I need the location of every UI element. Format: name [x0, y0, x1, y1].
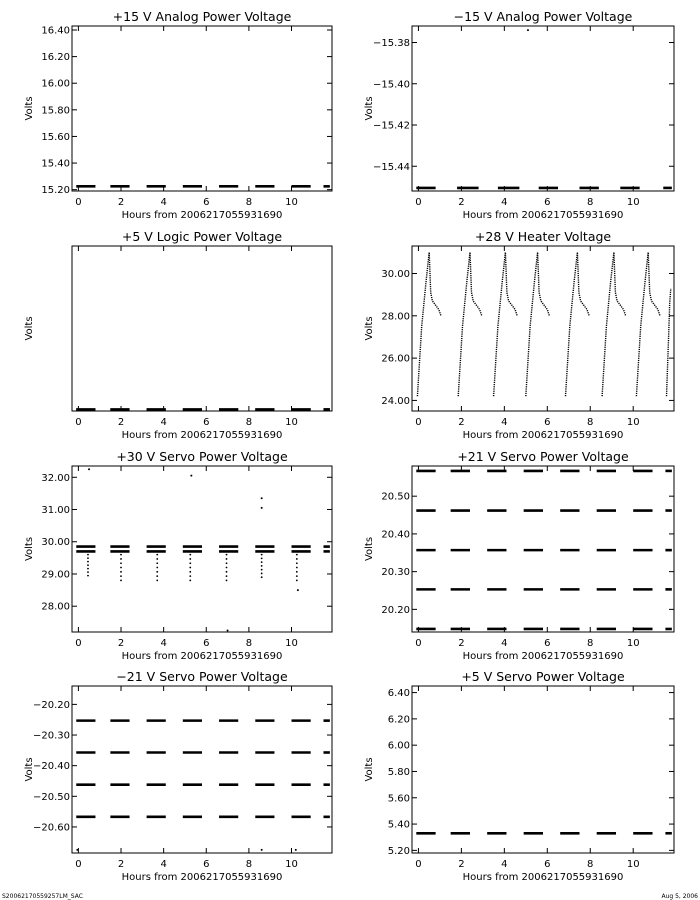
- x-tick-label: 6: [203, 197, 210, 208]
- y-tick-label: 6.00: [387, 740, 410, 752]
- data-point: [261, 507, 263, 509]
- x-axis-label: Hours from 2006217055931690: [121, 651, 283, 662]
- x-axis-label: Hours from 2006217055931690: [121, 430, 283, 441]
- data-point: [156, 575, 158, 577]
- plot-frame: [72, 246, 332, 411]
- y-tick-label: −15.38: [372, 38, 410, 49]
- y-tick-label: 15.20: [41, 185, 70, 197]
- x-tick-label: 8: [245, 417, 253, 428]
- data-point: [189, 571, 191, 573]
- data-point: [261, 576, 263, 578]
- y-tick-label: 30.00: [381, 269, 410, 280]
- x-tick-label: 6: [203, 638, 210, 649]
- data-point: [261, 569, 263, 571]
- data-point: [296, 558, 298, 560]
- y-tick-label: 15.80: [41, 105, 70, 117]
- chart-panel-8: [364, 669, 674, 883]
- data-point: [296, 575, 298, 577]
- series-line: [494, 252, 518, 396]
- data-point: [296, 567, 298, 569]
- x-tick-label: 0: [75, 638, 82, 649]
- y-tick-label: 26.00: [381, 353, 410, 365]
- data-point: [226, 562, 228, 564]
- data-point: [226, 571, 228, 573]
- data-point: [189, 580, 191, 582]
- x-tick-label: 10: [626, 638, 640, 649]
- data-point: [156, 567, 158, 569]
- footer-right-label: Aug 5, 2006: [661, 893, 698, 900]
- y-tick-label: 32.00: [41, 472, 70, 484]
- data-point: [296, 580, 298, 582]
- x-tick-label: 4: [501, 859, 508, 870]
- x-tick-label: 10: [285, 197, 298, 208]
- data-point: [226, 567, 228, 569]
- x-tick-label: 10: [626, 859, 640, 870]
- data-point: [296, 562, 298, 564]
- y-axis-label: Volts: [24, 757, 35, 782]
- y-tick-label: 20.40: [381, 529, 410, 541]
- data-point: [120, 554, 122, 556]
- y-axis-label: Volts: [24, 96, 35, 121]
- data-point: [76, 849, 78, 851]
- data-point: [88, 468, 90, 470]
- x-tick-label: 0: [415, 197, 422, 208]
- data-point: [226, 558, 228, 560]
- y-tick-label: 29.00: [41, 569, 70, 581]
- x-tick-label: 2: [117, 197, 125, 208]
- x-tick-label: 2: [117, 859, 125, 870]
- footer-left-label: S20062170559257LM_SAC: [2, 893, 83, 900]
- x-tick-label: 10: [626, 417, 640, 428]
- x-tick-label: 0: [75, 859, 82, 870]
- x-axis-label: Hours from 2006217055931690: [462, 651, 624, 662]
- data-point: [87, 561, 89, 563]
- y-tick-label: −15.40: [372, 79, 410, 91]
- chart-panel-4: [364, 229, 674, 441]
- chart-title: +30 V Servo Power Voltage: [116, 449, 288, 464]
- x-tick-label: 2: [458, 638, 465, 649]
- data-point: [261, 565, 263, 567]
- data-point: [190, 475, 192, 477]
- y-tick-label: 5.80: [387, 766, 410, 778]
- data-point: [227, 630, 229, 632]
- y-tick-label: 20.50: [381, 491, 410, 503]
- data-point: [189, 558, 191, 560]
- data-point: [261, 409, 263, 411]
- chart-title: +28 V Heater Voltage: [474, 229, 612, 244]
- y-tick-label: 15.40: [41, 158, 70, 170]
- plot-frame: [72, 686, 332, 853]
- y-tick-label: 31.00: [41, 505, 70, 517]
- data-point: [189, 567, 191, 569]
- data-point: [189, 554, 191, 556]
- data-point: [156, 558, 158, 560]
- data-point: [295, 849, 297, 851]
- y-tick-label: 15.60: [41, 131, 70, 143]
- data-point: [87, 554, 89, 556]
- y-axis-label: Volts: [364, 757, 375, 782]
- x-tick-label: 6: [544, 859, 551, 870]
- chart-title: +15 V Analog Power Voltage: [112, 9, 292, 24]
- data-point: [120, 571, 122, 573]
- series-line: [526, 252, 550, 396]
- data-point: [120, 558, 122, 560]
- x-tick-label: 4: [160, 638, 167, 649]
- series-line: [636, 252, 660, 396]
- data-point: [118, 409, 120, 411]
- y-tick-label: −20.30: [32, 730, 70, 742]
- series-line: [458, 252, 482, 396]
- data-point: [261, 497, 263, 499]
- y-tick-label: 5.20: [387, 845, 410, 857]
- data-point: [120, 567, 122, 569]
- x-tick-label: 6: [544, 417, 551, 428]
- data-point: [156, 571, 158, 573]
- x-tick-label: 2: [458, 859, 465, 870]
- y-tick-label: −20.40: [32, 761, 70, 773]
- y-tick-label: 16.40: [41, 25, 70, 37]
- x-axis-label: Hours from 2006217055931690: [121, 210, 283, 221]
- data-point: [226, 554, 228, 556]
- data-point: [261, 561, 263, 563]
- x-tick-label: 4: [501, 638, 508, 649]
- data-point: [87, 568, 89, 570]
- x-tick-label: 0: [415, 859, 422, 870]
- data-point: [226, 575, 228, 577]
- data-point: [261, 558, 263, 560]
- y-tick-label: 16.00: [41, 78, 70, 90]
- plot-frame: [72, 26, 332, 191]
- x-tick-label: 8: [587, 638, 594, 649]
- data-point: [189, 562, 191, 564]
- chart-title: −21 V Servo Power Voltage: [116, 669, 288, 684]
- x-tick-label: 10: [285, 638, 298, 649]
- x-tick-label: 0: [415, 417, 422, 428]
- data-point: [261, 573, 263, 575]
- y-axis-label: Volts: [24, 316, 35, 341]
- x-tick-label: 10: [285, 859, 298, 870]
- x-tick-label: 2: [458, 417, 465, 428]
- x-tick-label: 2: [117, 638, 125, 649]
- chart-title: −15 V Analog Power Voltage: [453, 9, 633, 24]
- x-tick-label: 8: [587, 417, 594, 428]
- data-point: [156, 554, 158, 556]
- chart-panel-6: [364, 449, 674, 662]
- data-point: [154, 409, 156, 411]
- data-point: [527, 29, 529, 31]
- data-point: [297, 589, 299, 591]
- x-tick-label: 8: [245, 859, 253, 870]
- data-point: [87, 575, 89, 577]
- x-axis-label: Hours from 2006217055931690: [462, 210, 624, 221]
- x-axis-label: Hours from 2006217055931690: [121, 872, 283, 883]
- y-tick-label: −15.42: [372, 120, 410, 132]
- series-line: [602, 252, 626, 396]
- y-axis-label: Volts: [364, 96, 375, 121]
- x-tick-label: 8: [587, 859, 594, 870]
- data-point: [325, 409, 327, 411]
- data-point: [87, 557, 89, 559]
- x-tick-label: 4: [501, 197, 508, 208]
- x-tick-label: 2: [458, 197, 465, 208]
- y-tick-label: 5.40: [387, 819, 410, 831]
- y-tick-label: −20.50: [32, 791, 70, 803]
- x-tick-label: 6: [544, 197, 551, 208]
- x-tick-label: 8: [245, 638, 253, 649]
- y-tick-label: 16.20: [41, 52, 70, 64]
- data-point: [261, 849, 263, 851]
- data-point: [76, 409, 78, 411]
- x-tick-label: 4: [160, 417, 167, 428]
- x-tick-label: 4: [501, 417, 508, 428]
- y-tick-label: 28.00: [41, 601, 70, 613]
- data-point: [222, 409, 224, 411]
- chart-title: +21 V Servo Power Voltage: [457, 449, 629, 464]
- y-tick-label: 20.20: [381, 604, 410, 616]
- x-tick-label: 4: [160, 197, 167, 208]
- y-tick-label: 30.00: [41, 537, 70, 549]
- x-tick-label: 8: [245, 197, 253, 208]
- x-axis-label: Hours from 2006217055931690: [462, 430, 624, 441]
- chart-panel-2: [364, 9, 674, 221]
- y-axis-label: Volts: [364, 316, 375, 341]
- x-tick-label: 0: [75, 417, 82, 428]
- x-tick-label: 10: [285, 417, 298, 428]
- y-tick-label: 28.00: [381, 311, 410, 323]
- data-point: [296, 571, 298, 573]
- y-tick-label: −20.60: [32, 822, 70, 834]
- chart-panel-7: [24, 669, 332, 883]
- series-line: [667, 288, 671, 396]
- plot-frame: [412, 686, 674, 853]
- data-point: [87, 571, 89, 573]
- y-tick-label: 6.20: [387, 714, 410, 726]
- plot-frame: [412, 246, 674, 411]
- x-tick-label: 4: [160, 859, 167, 870]
- x-tick-label: 2: [117, 417, 125, 428]
- data-point: [261, 554, 263, 556]
- data-point: [87, 564, 89, 566]
- y-tick-label: −20.20: [32, 699, 70, 711]
- x-tick-label: 6: [203, 417, 210, 428]
- x-tick-label: 10: [626, 197, 640, 208]
- chart-panel-1: [24, 9, 332, 221]
- x-tick-label: 6: [203, 859, 210, 870]
- chart-title: +5 V Logic Power Voltage: [121, 229, 283, 244]
- data-point: [120, 575, 122, 577]
- y-axis-label: Volts: [24, 536, 35, 562]
- charts-layer: [24, 9, 674, 900]
- chart-panel-5: [24, 449, 332, 662]
- x-tick-label: 0: [415, 638, 422, 649]
- x-axis-label: Hours from 2006217055931690: [462, 872, 624, 883]
- plot-frame: [72, 466, 332, 632]
- data-point: [293, 409, 295, 411]
- data-point: [156, 562, 158, 564]
- y-tick-label: 20.30: [381, 567, 410, 579]
- y-tick-label: 6.40: [387, 688, 410, 700]
- y-tick-label: 5.60: [387, 793, 410, 805]
- data-point: [296, 554, 298, 556]
- data-point: [226, 580, 228, 582]
- x-tick-label: 0: [75, 197, 82, 208]
- x-tick-label: 8: [587, 197, 594, 208]
- y-axis-label: Volts: [364, 536, 375, 562]
- x-tick-label: 6: [544, 638, 551, 649]
- y-tick-label: 24.00: [381, 395, 410, 407]
- chart-title: +5 V Servo Power Voltage: [461, 669, 625, 684]
- data-point: [120, 580, 122, 582]
- plot-frame: [412, 26, 674, 191]
- data-point: [184, 409, 186, 411]
- data-point: [120, 562, 122, 564]
- series-line: [417, 252, 441, 396]
- series-line: [566, 252, 590, 396]
- y-tick-label: −15.44: [372, 161, 410, 173]
- chart-panel-3: [24, 229, 332, 900]
- data-point: [189, 575, 191, 577]
- data-point: [156, 580, 158, 582]
